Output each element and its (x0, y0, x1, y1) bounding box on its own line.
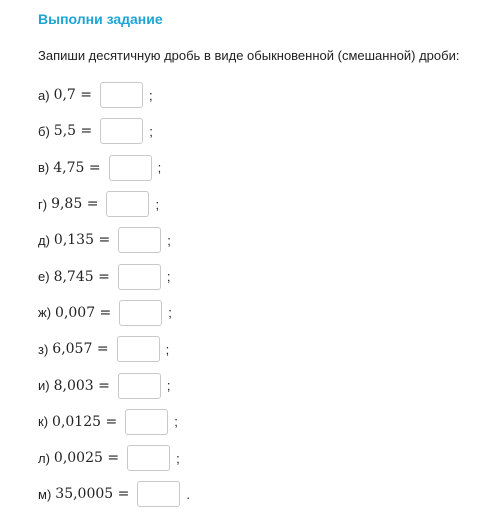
item-punctuation: ; (149, 87, 153, 103)
exercise-item-e (38, 258, 190, 294)
item-punctuation: ; (168, 305, 172, 321)
item-punctuation: ; (176, 450, 180, 466)
exercise-item-i (38, 367, 190, 403)
exercise-item-zh (38, 295, 190, 331)
item-punctuation: ; (174, 414, 178, 430)
exercise-item-g (38, 186, 190, 222)
item-punctuation: ; (167, 232, 171, 248)
exercise-item-z (38, 331, 190, 367)
answer-input-l[interactable] (127, 445, 170, 471)
item-expression: 0,0125 = (52, 413, 118, 430)
item-expression: 0,007 = (55, 304, 112, 321)
exercise-list (38, 77, 190, 513)
exercise-item-k (38, 404, 190, 440)
answer-input-b[interactable] (100, 118, 143, 144)
item-letter: и) (38, 378, 50, 394)
exercise-item-d (38, 222, 190, 258)
answer-input-i[interactable] (118, 373, 161, 399)
item-letter: г) (38, 196, 48, 212)
item-expression: 8,745 = (53, 268, 110, 285)
item-letter: ж) (38, 305, 52, 321)
exercise-item-b (38, 113, 190, 149)
answer-input-m[interactable] (137, 481, 180, 507)
answer-input-v[interactable] (109, 155, 152, 181)
item-expression: 0,135 = (53, 232, 111, 249)
item-punctuation: ; (155, 196, 160, 212)
item-expression: 35,0005 = (55, 486, 130, 503)
answer-input-z[interactable] (117, 336, 160, 362)
exercise-item-l (38, 440, 190, 476)
item-letter: л) (38, 450, 50, 466)
answer-input-d[interactable] (118, 227, 161, 253)
answer-input-e[interactable] (118, 264, 161, 290)
item-letter: е) (38, 269, 50, 285)
item-expression: 0,7 = (53, 87, 93, 104)
item-letter: д) (38, 232, 50, 248)
item-letter: к) (38, 414, 49, 430)
item-punctuation: ; (149, 123, 153, 139)
item-punctuation: ; (166, 269, 171, 285)
item-punctuation: ; (157, 160, 162, 176)
item-letter: м) (38, 486, 52, 502)
task-title: Выполни задание (38, 11, 163, 27)
answer-input-a[interactable] (100, 82, 143, 108)
item-punctuation: ; (166, 378, 171, 394)
item-letter: б) (38, 123, 50, 139)
item-expression: 5,5 = (53, 123, 93, 140)
answer-input-k[interactable] (125, 409, 168, 435)
item-punctuation: ; (165, 341, 170, 357)
item-letter: в) (38, 160, 50, 176)
item-expression: 8,003 = (53, 377, 110, 394)
item-expression: 0,0025 = (53, 450, 120, 467)
task-instruction: Запиши десятичную дробь в виде обыкновенной (смешанной) дроби: (38, 48, 460, 63)
item-letter: а) (38, 87, 50, 103)
exercise-item-m (38, 476, 190, 512)
item-expression: 6,057 = (52, 341, 109, 358)
answer-input-g[interactable] (106, 191, 149, 217)
item-expression: 9,85 = (51, 196, 99, 213)
answer-input-zh[interactable] (119, 300, 162, 326)
item-expression: 4,75 = (53, 159, 101, 176)
exercise-item-a (38, 77, 190, 113)
exercise-item-v (38, 150, 190, 186)
item-punctuation: . (186, 486, 190, 502)
item-letter: з) (38, 341, 49, 357)
